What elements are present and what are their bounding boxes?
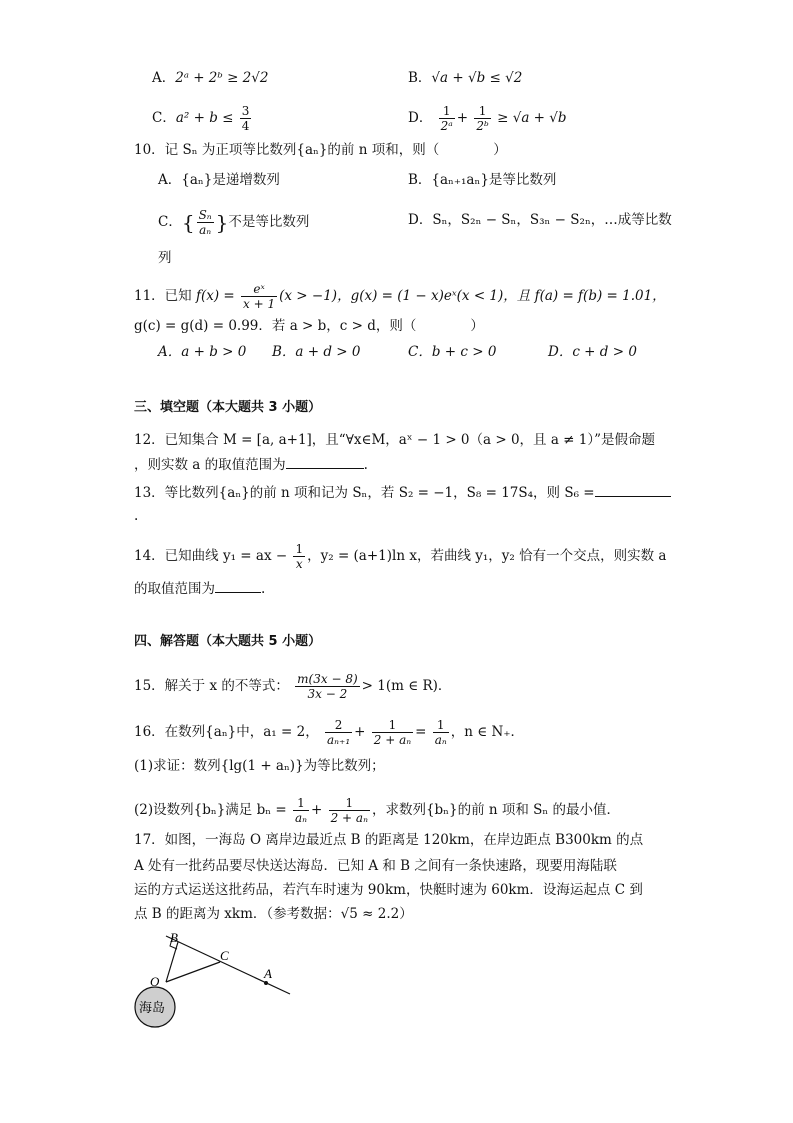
q17-line2: A 处有一批药品要尽快送达海岛．已知 A 和 B 之间有一条快速路，现要用海陆联 <box>134 858 617 874</box>
label-a: A <box>264 966 272 981</box>
q11-option-a: A．a + b > 0 <box>158 344 247 360</box>
q11-line2: g(c) = g(d) = 0.99．若 a > b，c > d，则（ ） <box>134 318 484 334</box>
q9-option-d: D． $\frac{1}{\text{2ᵃ}}$ + $\frac{1}{\text{2ᵇ}}$ ≥ √a + √b <box>408 104 567 133</box>
q11-option-c: C．b + c > 0 <box>408 344 497 360</box>
label-b: B <box>170 930 178 945</box>
q10-option-b: B．{aₙ₊₁aₙ}是等比数列 <box>408 172 557 188</box>
q9-option-a: A．2ᵃ + 2ᵇ ≥ 2√2 <box>152 70 269 86</box>
q14-line1: 14．已知曲线 y₁ = ax − $\frac{1}{x}$ ，y₂ = (a+1)ln x，若曲线 y₁，y₂ 恰有一个交点，则实数 a <box>134 542 667 571</box>
segment-ob <box>166 942 178 982</box>
q12-line2: ，则实数 a 的取值范围为 . <box>134 454 368 475</box>
section-4-heading: 四、解答题（本大题共 5 小题） <box>134 634 322 649</box>
q10-option-c: C．{ $\frac{\text{Sₙ}}{\text{aₙ}}$ }不是等比数列 <box>158 208 310 237</box>
q14-answer-blank[interactable] <box>215 578 261 593</box>
shore-line <box>166 936 290 994</box>
island-diagram <box>128 928 308 1038</box>
q13-line2: . <box>134 508 139 524</box>
q17-line4: 点 B 的距离为 xkm．（参考数据：√5 ≈ 2.2） <box>134 906 413 922</box>
q13-line1: 13．等比数列{aₙ}的前 n 项和记为 Sₙ，若 S₂ = −1，S₈ = 17S₄，则 S₆ = <box>134 482 671 503</box>
q10-option-a: A．{aₙ}是递增数列 <box>158 172 280 188</box>
q13-answer-blank[interactable] <box>595 482 671 497</box>
q14-line2: 的取值范围为 . <box>134 578 265 599</box>
q10-option-d-wrap: 列 <box>158 250 172 266</box>
q12-answer-blank[interactable] <box>286 454 364 469</box>
q17-line3: 运的方式运送这批药品，若汽车时速为 90km，快艇时速为 60km．设海运起点 C 到 <box>134 882 643 898</box>
q15: 15．解关于 x 的不等式： $\frac{m(3x - 8)}{3x - 2}$ > 1(m ∈ R)． <box>134 672 452 701</box>
q9-option-c: C．a² + b ≤ $\frac{3}{4}$ <box>152 104 250 133</box>
q16-part-2: (2)设数列{bₙ}满足 bₙ = $\frac{1}{\text{aₙ}}$ + $\frac{1}{\text{2 + aₙ}}$ ，求数列{bₙ}的前 n 项和 Sₙ 的最小值． <box>134 796 621 825</box>
q11-option-d: D．c + d > 0 <box>548 344 637 360</box>
q16-stem: 16．在数列{aₙ}中，a₁ = 2， $\frac{2}{\text{aₙ₊₁}}$ + $\frac{1}{\text{2 + aₙ}}$ = $\frac{1}{\text{aₙ}}$ ，n ∈ N₊． <box>134 718 524 747</box>
q10-option-d: D．Sₙ，S₂ₙ − Sₙ，S₃ₙ − S₂ₙ，…成等比数 <box>408 212 672 228</box>
segment-oc <box>166 962 220 982</box>
label-o: O <box>150 974 160 989</box>
label-c: C <box>220 948 229 963</box>
label-island: 海岛 <box>139 1001 166 1016</box>
q12-line1: 12．已知集合 M = [a, a+1]，且“∀x∈M，aˣ − 1 > 0（a > 0，且 a ≠ 1）”是假命题 <box>134 432 656 448</box>
q11-line1: 11．已知 f(x) = $\frac{\text{eˣ}}{x + 1}$ (x > −1)，g(x) = (1 − x)eˣ(x < 1)，且 f(a) = f(b) = 1.01， <box>134 282 666 311</box>
section-3-heading: 三、填空题（本大题共 3 小题） <box>134 400 322 415</box>
q17-line1: 17．如图，一海岛 O 离岸边最近点 B 的距离是 120km，在岸边距点 B300km 的点 <box>134 832 644 848</box>
q16-part-1: (1)求证：数列{lg(1 + aₙ)}为等比数列； <box>134 758 385 774</box>
q10-stem: 10．记 Sₙ 为正项等比数列{aₙ}的前 n 项和，则（ ） <box>134 142 507 158</box>
q9-option-b: B．√a + √b ≤ √2 <box>408 70 523 86</box>
point-a-dot <box>264 981 268 985</box>
q11-option-b: B．a + d > 0 <box>272 344 361 360</box>
